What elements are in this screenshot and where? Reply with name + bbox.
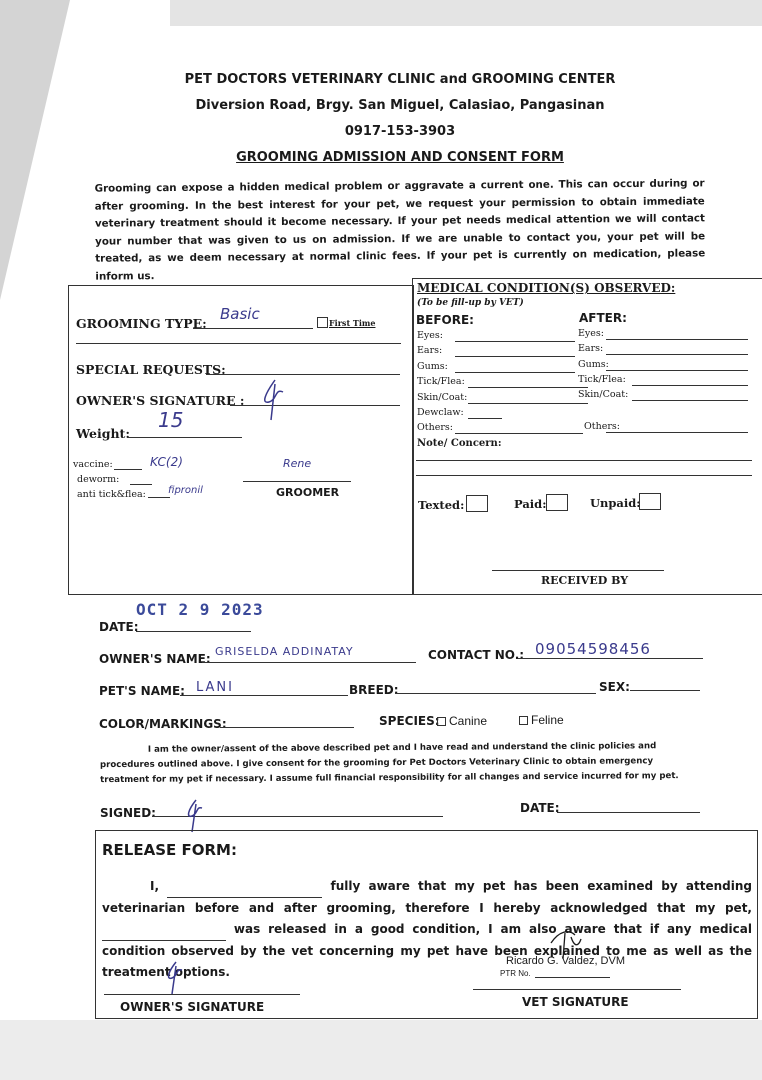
medical-title: MEDICAL CONDITION(S) OBSERVED: — [417, 281, 676, 295]
species-label: SPECIES: — [379, 714, 440, 728]
unpaid-label: Unpaid: — [590, 496, 641, 510]
contact-line — [518, 658, 703, 659]
deworm-label: deworm: — [77, 474, 120, 485]
paid-checkbox[interactable] — [546, 494, 568, 511]
first-time-label: First Time — [329, 318, 376, 328]
breed-line[interactable] — [396, 693, 596, 694]
release-paragraph — [102, 876, 752, 983]
after-field-label: Others: — [584, 421, 620, 432]
color-markings-line[interactable] — [220, 727, 354, 728]
sex-label: SEX: — [599, 680, 630, 694]
consent-paragraph: I am the owner/assent of the above described pet and I have read and understand the clinic policies and procedures outlined above. I give consent for the grooming for Pet Doctors Veterinary Clinic to obtain emergency treatment for my pet if necessary. I assume full financial responsibility for all changes and service incurred for my pet. — [99, 741, 679, 786]
release-pet-name-blank[interactable] — [102, 919, 226, 941]
vet-name: Ricardo G. Valdez, DVM — [506, 955, 626, 967]
groomer-label: GROOMER — [276, 486, 340, 499]
note-line-2[interactable] — [416, 475, 752, 476]
intro-paragraph: Grooming can expose a hidden medical problem or aggravate a current one. This can occur during or after grooming. In the best interest for your pet, we request your permission to obtain immediate veterinary treatment should it become necessary. If your pet needs medical attention we will contact your number that was given to us on admission. If we are unable to contact you, your pet will be treated, as we deem necessary at normal clinic fees. If your pet is currently on medication, please inform us. — [94, 177, 706, 283]
breed-label: BREED: — [349, 683, 399, 697]
grooming-type-label: GROOMING TYPE: — [76, 316, 207, 331]
before-field-line[interactable] — [455, 372, 575, 373]
grooming-type-line — [193, 328, 313, 329]
clinic-name: PET DOCTORS VETERINARY CLINIC and GROOMING CENTER — [184, 72, 616, 87]
before-field-label: Tick/Flea: — [417, 376, 465, 387]
scan-shadow-top — [170, 0, 762, 26]
owner-name-value[interactable]: GRISELDA ADDINATAY — [215, 645, 354, 658]
species-option-feline[interactable] — [519, 713, 564, 727]
before-label: BEFORE: — [416, 313, 474, 327]
clinic-phone: 0917-153-3903 — [344, 124, 456, 139]
groomer-line — [243, 481, 351, 482]
canine-label: Canine — [449, 714, 488, 728]
weight-label: Weight: — [76, 426, 130, 441]
before-field-line[interactable] — [468, 418, 502, 419]
after-field-line[interactable] — [606, 432, 748, 433]
anti-tick-line — [148, 497, 170, 498]
unpaid-checkbox[interactable] — [639, 493, 661, 510]
after-field-label: Ears: — [578, 343, 604, 354]
owner-name-line — [202, 662, 416, 663]
contact-value[interactable]: 09054598456 — [535, 640, 651, 658]
after-field-line[interactable] — [606, 339, 748, 340]
canine-checkbox[interactable] — [437, 717, 446, 726]
pet-name-value[interactable]: LANI — [196, 680, 234, 695]
vet-signature-line[interactable] — [473, 989, 681, 990]
groomer-name: Rene — [283, 457, 312, 470]
release-text-3: was released in a good condition, I am also aware that if any medical condition observed by the vet concerning my pet have been explained to me as well as the treatment options. — [102, 922, 752, 979]
note-concern-label: Note/ Concern: — [417, 438, 502, 449]
special-requests-line[interactable] — [206, 374, 400, 375]
medical-subtitle: (To be fill-up by VET) — [417, 298, 524, 308]
vaccine-value[interactable]: KC(2) — [150, 455, 183, 469]
special-requests-label: SPECIAL REQUESTS: — [76, 362, 226, 377]
anti-tick-value[interactable]: fipronil — [168, 485, 203, 496]
deworm-line — [130, 484, 152, 485]
clinic-address: Diversion Road, Brgy. San Miguel, Calasiao, Pangasinan — [195, 98, 605, 113]
release-title: RELEASE FORM: — [102, 841, 237, 859]
owner-release-signature-line[interactable] — [104, 994, 300, 995]
release-text-2: fully aware that my pet has been examined by attending veterinarian before and after grooming, therefore I hereby acknowledged that my pet, — [102, 879, 752, 915]
received-by-line[interactable] — [492, 570, 664, 571]
note-line-1[interactable] — [416, 460, 752, 461]
weight-value[interactable]: 15 — [158, 408, 184, 432]
feline-label: Feline — [531, 713, 564, 727]
pet-name-label: PET'S NAME: — [99, 684, 185, 698]
color-markings-label: COLOR/MARKINGS: — [99, 717, 227, 731]
scan-shadow-bottom — [0, 1020, 762, 1080]
received-by-label: RECEIVED BY — [541, 574, 629, 587]
vaccine-line — [114, 469, 142, 470]
vet-signature-label: VET SIGNATURE — [522, 995, 629, 1009]
after-field-label: Eyes: — [578, 328, 604, 339]
before-field-label: Others: — [417, 422, 453, 433]
signed-label: SIGNED: — [100, 806, 156, 820]
date-stamp: OCT 2 9 2023 — [136, 600, 264, 619]
ptr-line — [535, 977, 610, 978]
paid-label: Paid: — [514, 497, 547, 511]
sex-line[interactable] — [630, 690, 700, 691]
after-field-line[interactable] — [606, 354, 748, 355]
date2-line[interactable] — [557, 812, 700, 813]
texted-label: Texted: — [418, 498, 465, 512]
before-field-label: Ears: — [417, 345, 443, 356]
contact-label: CONTACT NO.: — [428, 648, 525, 662]
before-field-label: Dewclaw: — [417, 407, 464, 418]
before-field-line[interactable] — [468, 403, 588, 404]
after-field-label: Tick/Flea: — [578, 374, 626, 385]
first-time-checkbox[interactable] — [317, 317, 328, 328]
weight-line — [128, 437, 242, 438]
after-field-line[interactable] — [606, 370, 748, 371]
after-field-label: Skin/Coat: — [578, 389, 629, 400]
date-label: DATE: — [99, 620, 139, 634]
grooming-extra-line — [76, 343, 401, 344]
vaccine-label: vaccine: — [73, 459, 113, 470]
date2-label: DATE: — [520, 801, 560, 815]
owner-name-label: OWNER'S NAME: — [99, 652, 211, 666]
release-owner-name-blank[interactable] — [167, 876, 322, 898]
ptr-label: PTR No. — [500, 969, 531, 978]
after-field-label: Gums: — [578, 359, 609, 370]
after-field-line[interactable] — [632, 385, 748, 386]
grooming-type-value[interactable]: Basic — [220, 305, 260, 323]
after-field-line[interactable] — [632, 400, 748, 401]
owner-signature-label: OWNER'S SIGNATURE : — [76, 393, 245, 408]
owner-signature-mark — [255, 374, 295, 424]
release-text-1: I, — [150, 879, 160, 893]
pet-name-line — [180, 695, 348, 696]
anti-tick-label: anti tick&flea: — [77, 489, 146, 500]
species-option-canine[interactable] — [437, 714, 487, 728]
after-label: AFTER: — [579, 311, 627, 325]
before-field-label: Skin/Coat: — [417, 392, 468, 403]
feline-checkbox[interactable] — [519, 716, 528, 725]
texted-checkbox[interactable] — [466, 495, 488, 512]
owner-release-signature-mark — [160, 958, 190, 998]
before-field-line[interactable] — [468, 387, 588, 388]
before-field-line[interactable] — [455, 433, 583, 434]
before-field-line[interactable] — [455, 341, 575, 342]
form-title: GROOMING ADMISSION AND CONSENT FORM — [236, 150, 564, 165]
date-line[interactable] — [136, 631, 251, 632]
before-field-label: Eyes: — [417, 330, 443, 341]
before-field-line[interactable] — [455, 356, 575, 357]
before-field-label: Gums: — [417, 361, 448, 372]
owner-release-signature-label: OWNER'S SIGNATURE — [120, 1000, 265, 1014]
